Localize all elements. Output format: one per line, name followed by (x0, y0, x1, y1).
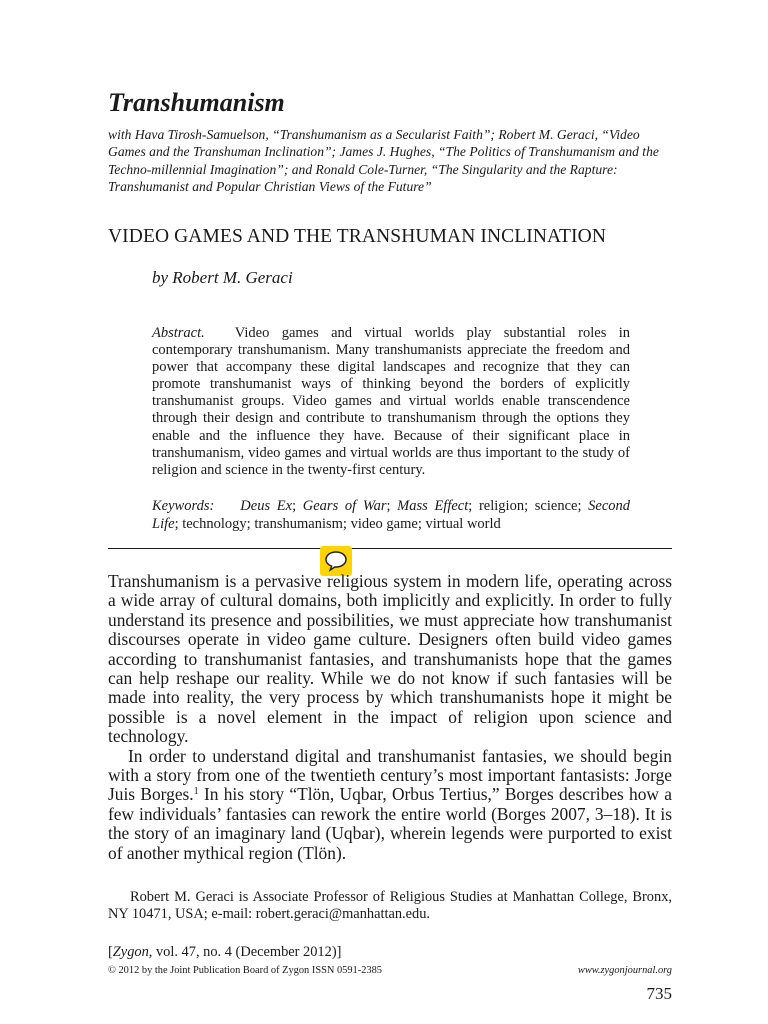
keyword-item: video game (350, 515, 418, 532)
abstract-text: Video games and virtual worlds play substantial roles in contemporary transhumanism. Many transhumanists appreciate the freedom and power that accompany these digital landscapes and recognize that they can promote transhumanist ways of thinking beyond the borders of explicitly transhumanist groups. Video games and virtual worlds enable transcendence through their design and contribute to transhumanism through the options they enable and the influence they have. Because of their significant place in transhumanism, video games and virtual worlds are thus important to the study of religion and science in the twenty-first century. (152, 325, 630, 478)
citation-rest: , vol. 47, no. 4 (December 2012)] (148, 944, 342, 960)
article-title: VIDEO GAMES AND THE TRANSHUMAN INCLINATION (108, 226, 607, 247)
keyword-separator: ; (174, 515, 183, 532)
keyword-item: Deus Ex (240, 498, 293, 514)
abstract-label: Abstract. (152, 325, 205, 341)
keyword-item: Second Life (152, 498, 631, 532)
keyword-item: Gears of War (302, 498, 387, 514)
keyword-item: science (534, 498, 578, 514)
body-paragraph-2 (108, 747, 672, 863)
author-byline: by Robert M. Geraci (152, 268, 293, 287)
footnote-marker[interactable]: 1 (193, 786, 199, 798)
keyword-separator: ; (246, 515, 255, 532)
keyword-separator: ; (468, 498, 479, 514)
body-paragraph-2-end: In his story “Tlön, Uqbar, Orbus Tertius,” Borges describes how a few individuals’ fantasies can rework the entire world (Borges 2007, 3–18). It is the story of an imaginary land (Uqbar), wherein legends were purported to exist of another mythical region (Tlön). (108, 784, 672, 863)
section-title: Transhumanism (108, 88, 285, 117)
speech-bubble-glyph (324, 550, 348, 572)
citation-journal: Zygon (112, 944, 149, 960)
keyword-list (152, 498, 630, 532)
body-paragraph-2-start: In order to understand digital and transhumanist fantasies, we should begin with a story from one of the twentieth century’s most important fantasists: Jorge Juis Borges. (108, 745, 672, 805)
keyword-item: technology (182, 515, 247, 532)
keyword-item: transhumanism (254, 515, 343, 532)
author-note: Robert M. Geraci is Associate Professor of Religious Studies at Manhattan College, Bronx, NY 10471, USA; e-mail: robert.geraci@manhattan.edu. (108, 889, 672, 923)
keywords-label: Keywords: (152, 498, 215, 514)
journal-url[interactable]: www.zygonjournal.org (577, 965, 672, 976)
journal-citation (108, 944, 341, 961)
copyright-line: © 2012 by the Joint Publication Board of Zygon ISSN 0591-2385 (108, 965, 382, 976)
keyword-separator: ; (386, 498, 398, 514)
section-divider (108, 548, 672, 549)
body-text (108, 572, 672, 863)
body-paragraph-1: Transhumanism is a pervasive religious system in modern life, operating across a wide array of cultural domains, both implicitly and explicitly. In order to fully understand its presence and possibilities, we must appreciate how transhumanist discourses operate in video game culture. Designers often build video games according to transhumanist fantasies, and transhumanists hope that the games can help reshape our reality. While we do not know if such fantasies will be made into reality, the very process by which transhumanists hope it might be possible is a novel element in the impact of religion upon science and technology. (108, 571, 672, 747)
keyword-item: Mass Effect (397, 498, 469, 514)
citation-open: [ (108, 944, 113, 960)
keyword-separator: ; (342, 515, 351, 532)
section-subtitle: with Hava Tirosh-Samuelson, “Transhumanism as a Secularist Faith”; Robert M. Geraci, “Video Games and the Transhuman Inclination”; James J. Hughes, “The Politics of Transhumanism and the Techno-millennial Imagination”; and Ronald Cole-Turner, “The Singularity and the Rapture: Transhumanist and Popular Christian Views of the Future” (108, 127, 659, 195)
keyword-separator: ; (577, 498, 589, 514)
page-number: 735 (646, 984, 672, 1003)
abstract (152, 325, 630, 479)
keyword-separator: ; (524, 498, 535, 514)
keyword-separator: ; (292, 498, 303, 514)
keywords (152, 498, 630, 534)
keyword-item: religion (478, 498, 525, 514)
keyword-separator: ; (417, 515, 426, 532)
keyword-item: virtual world (425, 515, 501, 532)
